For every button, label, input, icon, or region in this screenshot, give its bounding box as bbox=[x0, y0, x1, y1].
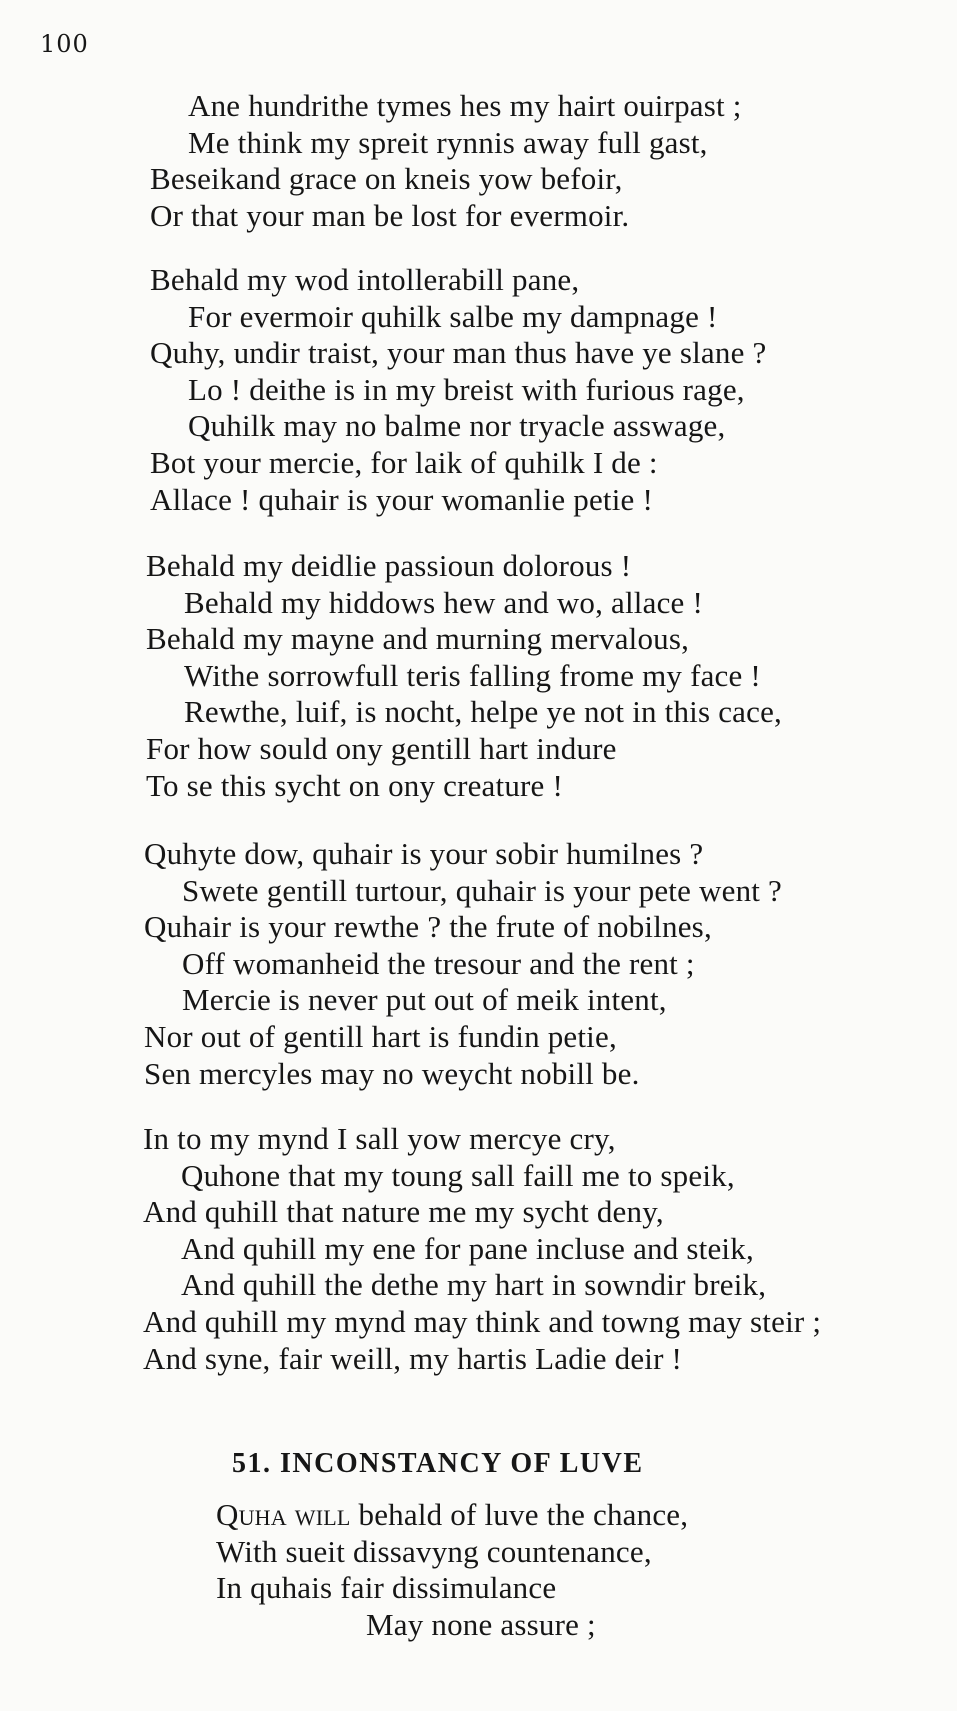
poem-line: To se this sycht on ony creature ! bbox=[146, 767, 563, 803]
stanza-1 bbox=[150, 88, 957, 234]
poem-line: Or that your man be lost for evermoir. bbox=[150, 197, 630, 233]
poem-line: May none assure ; bbox=[366, 1606, 596, 1642]
opening-rest: behald of luve the chance, bbox=[350, 1497, 689, 1532]
poem-line: Ane hundrithe tymes hes my hairt ouirpast ; bbox=[188, 88, 742, 123]
poem-line: Rewthe, luif, is nocht, helpe ye not in this cace, bbox=[184, 694, 782, 730]
opening-small-caps: Quha will bbox=[216, 1497, 351, 1532]
stanza-4 bbox=[144, 836, 957, 1092]
poem-line: Off womanheid the tresour and the rent ; bbox=[182, 945, 695, 981]
poem-line: Quhair is your rewthe ? the frute of nobilnes, bbox=[144, 909, 712, 945]
poem-line: Quhy, undir traist, your man thus have ye slane ? bbox=[150, 335, 767, 371]
poem-line: For evermoir quhilk salbe my dampnage ! bbox=[188, 298, 718, 334]
poem-line bbox=[216, 1497, 688, 1534]
poem-line: Nor out of gentill hart is fundin petie, bbox=[144, 1018, 617, 1054]
poem-line: Beseikand grace on kneis yow befoir, bbox=[150, 161, 623, 197]
poem-line: Withe sorrowfull teris falling frome my face ! bbox=[184, 657, 761, 693]
poem-line: And quhill my ene for pane incluse and steik, bbox=[181, 1230, 754, 1266]
poem-line: And syne, fair weill, my hartis Ladie deir ! bbox=[143, 1340, 683, 1376]
poem-line: Behald my deidlie passioun dolorous ! bbox=[146, 548, 632, 583]
poem-line: Bot your mercie, for laik of quhilk I de : bbox=[150, 444, 658, 480]
poem-line: Swete gentill turtour, quhair is your pete went ? bbox=[182, 872, 782, 908]
poem-heading: 51. INCONSTANCY OF LUVE bbox=[232, 1448, 644, 1479]
poem-line: And quhill the dethe my hart in sowndir breik, bbox=[181, 1267, 767, 1303]
poem-line: Quhyte dow, quhair is your sobir humilnes ? bbox=[144, 836, 704, 871]
poem-line: In quhais fair dissimulance bbox=[216, 1570, 557, 1606]
poem-line: In to my mynd I sall yow mercye cry, bbox=[143, 1121, 616, 1156]
stanza-2 bbox=[150, 262, 957, 518]
poem-line: Quhilk may no balme nor tryacle asswage, bbox=[188, 408, 726, 444]
stanza-5 bbox=[143, 1121, 957, 1377]
poem-line: With sueit dissavyng countenance, bbox=[216, 1533, 652, 1569]
poem-line: Allace ! quhair is your womanlie petie ! bbox=[150, 481, 653, 517]
poem-line: Behald my wod intollerabill pane, bbox=[150, 262, 580, 297]
poem-line: And quhill my mynd may think and towng may steir ; bbox=[143, 1303, 822, 1339]
poem-line: Behald my hiddows hew and wo, allace ! bbox=[184, 584, 703, 620]
poem-line: Quhone that my toung sall faill me to speik, bbox=[181, 1157, 735, 1193]
poem-line: For how sould ony gentill hart indure bbox=[146, 730, 617, 766]
poem-51-opening bbox=[216, 1497, 688, 1643]
poem-line: Mercie is never put out of meik intent, bbox=[182, 982, 667, 1018]
poem-line: And quhill that nature me my sycht deny, bbox=[143, 1194, 664, 1230]
poem-line: Me think my spreit rynnis away full gast, bbox=[188, 124, 708, 160]
poem-line: Sen mercyles may no weycht nobill be. bbox=[144, 1055, 640, 1091]
stanza-3 bbox=[146, 548, 957, 804]
poem-line: Behald my mayne and murning mervalous, bbox=[146, 621, 690, 657]
page-number: 100 bbox=[40, 30, 89, 58]
poem-line: Lo ! deithe is in my breist with furious rage, bbox=[188, 371, 745, 407]
